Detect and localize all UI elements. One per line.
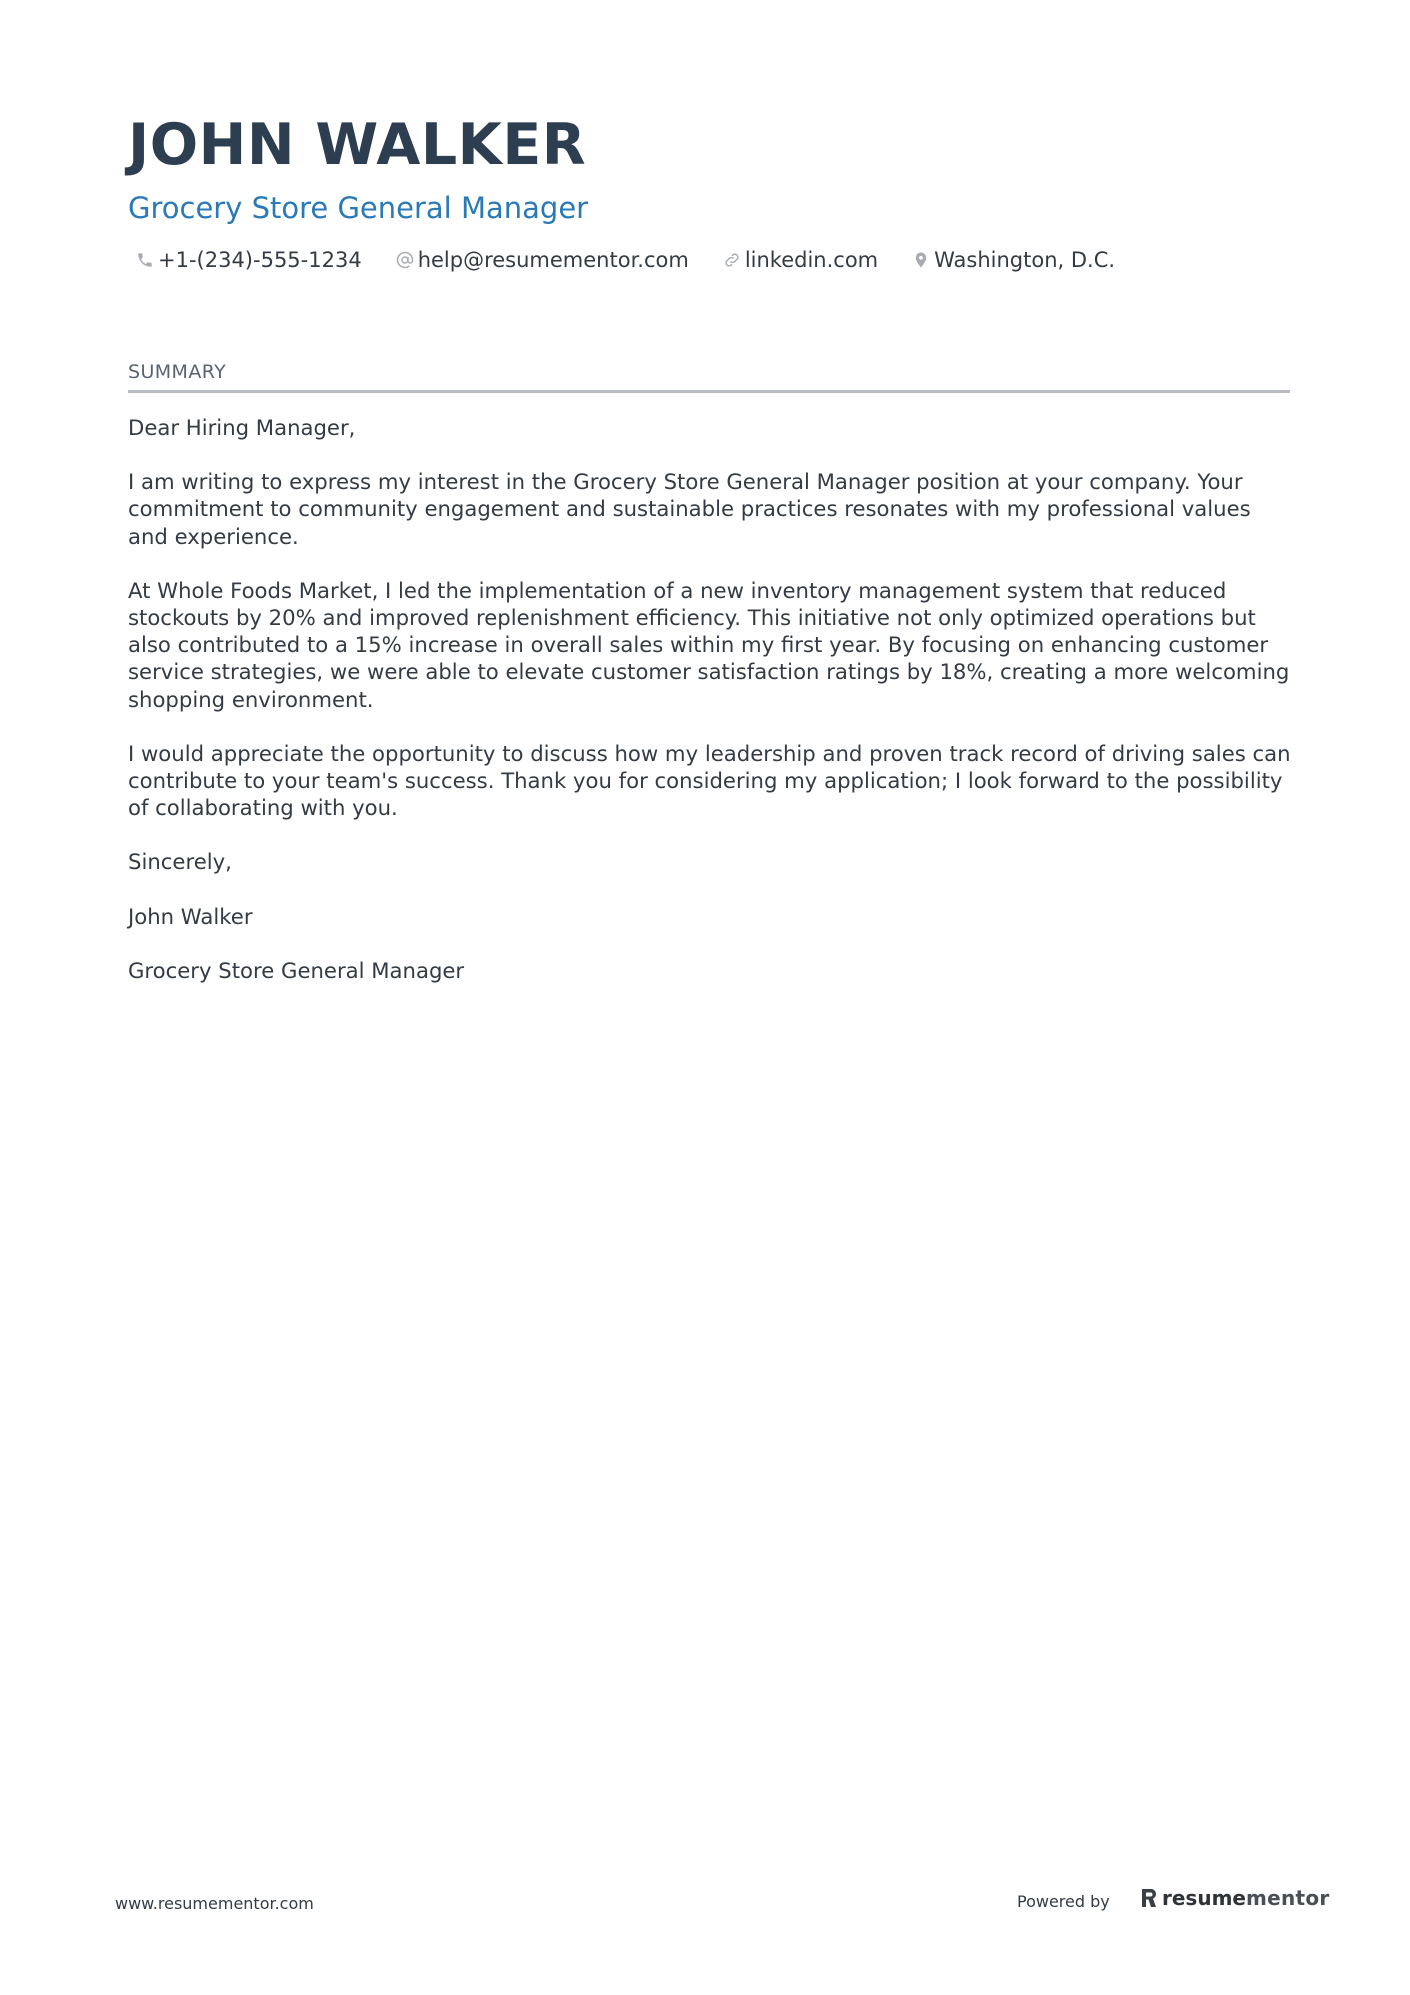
location-pin-icon bbox=[912, 251, 930, 269]
signature-name: John Walker bbox=[128, 903, 253, 929]
letter-paragraph: I would appreciate the opportunity to discuss how my leadership and proven track record of driving sales can contribute to your team's success. Thank you for considering my application; I look forward to the possibility of collaborating with you. bbox=[128, 740, 1291, 821]
phone-icon bbox=[136, 251, 154, 269]
signature-title: Grocery Store General Manager bbox=[128, 957, 465, 983]
letter-greeting: Dear Hiring Manager, bbox=[128, 415, 356, 440]
brand-logo[interactable] bbox=[1140, 1886, 1330, 1910]
link-icon bbox=[723, 251, 741, 269]
contact-location bbox=[904, 248, 1115, 272]
contact-location-text: Washington, D.C. bbox=[934, 248, 1116, 272]
contact-phone-text: +1-(234)-555-1234 bbox=[158, 248, 362, 272]
at-icon bbox=[396, 251, 414, 269]
contact-phone bbox=[128, 248, 362, 272]
brand-name-part1: resume bbox=[1162, 1886, 1246, 1910]
section-title-summary: SUMMARY bbox=[128, 360, 1290, 393]
letter-body bbox=[128, 414, 1293, 1011]
header bbox=[128, 110, 1288, 272]
letter-paragraph: At Whole Foods Market, I led the implementation of a new inventory management system that reduced stockouts by 20% and improved replenishment efficiency. This initiative not only optimized operations but also contributed to a 15% increase in overall sales within my first year. By focusing on enhancing customer service strategies, we were able to elevate customer satisfaction ratings by 18%, creating a more welcoming shopping environment. bbox=[128, 577, 1290, 712]
contact-email-text[interactable]: help@resumementor.com bbox=[417, 248, 689, 272]
footer-website-link[interactable]: www.resumementor.com bbox=[115, 1894, 314, 1913]
brand-name-part2: mentor bbox=[1245, 1886, 1330, 1910]
letter-closing: Sincerely, bbox=[128, 849, 232, 875]
contact-linkedin-text[interactable]: linkedin.com bbox=[744, 248, 879, 272]
contact-linkedin[interactable] bbox=[715, 248, 878, 272]
powered-by-label: Powered by bbox=[1017, 1892, 1110, 1911]
letter-paragraph: I am writing to express my interest in the Grocery Store General Manager position at your company. Your commitment to community engagement and sustainable practices resonates with my professional values and experience. bbox=[128, 469, 1251, 549]
candidate-name: JOHN WALKER bbox=[128, 112, 587, 178]
contact-bar bbox=[128, 248, 1288, 272]
candidate-role: Grocery Store General Manager bbox=[128, 191, 589, 225]
resumementor-logo-icon bbox=[1140, 1887, 1158, 1909]
contact-email[interactable] bbox=[388, 248, 689, 272]
